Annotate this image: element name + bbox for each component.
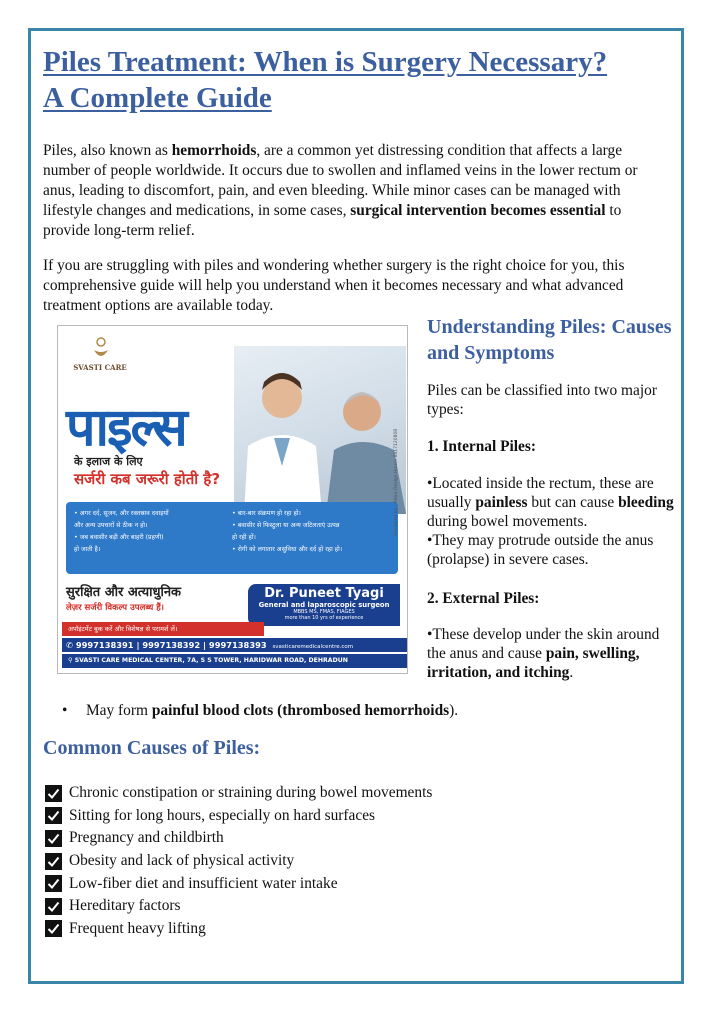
doctor-experience: more than 10 yrs of experience bbox=[284, 615, 364, 621]
clinic-promo-image bbox=[57, 325, 408, 674]
checkbox-checked-icon bbox=[45, 830, 62, 847]
causes-list bbox=[45, 782, 432, 940]
list-item: Obesity and lack of physical activity bbox=[45, 850, 432, 873]
criteria-right: • बार-बार संक्रमण हो रहा हो। • बवासीर से फिस्टुला या अन्य जटिलताएं उत्पन्न हो रही हों। • रोगी को लगातार असुविधा और दर्द हो रहा हो। bbox=[232, 510, 343, 553]
tagline-safe: सुरक्षित और अत्याधुनिक bbox=[66, 585, 182, 600]
doctor-name: Dr. Puneet Tyagi bbox=[264, 586, 384, 601]
criteria-box bbox=[66, 502, 398, 574]
bullet-dot-icon: • bbox=[427, 626, 433, 643]
page-title bbox=[43, 44, 673, 116]
list-item: Hereditary factors bbox=[45, 895, 432, 918]
internal-piles-heading: 1. Internal Piles: bbox=[427, 438, 537, 455]
lotus-logo-icon bbox=[92, 336, 110, 360]
checkbox-checked-icon bbox=[45, 920, 62, 937]
website: svasticaremedicalcentre.com bbox=[272, 644, 354, 650]
headline-hindi: पाइल्स bbox=[66, 398, 186, 458]
checkbox-checked-icon bbox=[45, 898, 62, 915]
intro-paragraph-1: Piles, also known as hemorrhoids, are a common yet distressing condition that affects a large number of people worldwide. It occurs due to swollen and inflamed veins in the lower rectum or anus, leading to discomfort, pain, and even bleeding. While minor cases can be managed with lifestyle changes and medications, in some cases, surgical intervention becomes essential to provide long-term relief. bbox=[43, 142, 638, 239]
checkbox-checked-icon bbox=[45, 875, 62, 892]
criteria-left: • अगर दर्द, सूजन, और रक्तस्राव दवाइयों और अन्य उपचारों से ठीक न हो। • जब बवासीर बड़ी और बाहरी (प्रहणी) हो जाती है। bbox=[74, 510, 169, 553]
checkbox-checked-icon bbox=[45, 785, 62, 802]
list-item: Pregnancy and childbirth bbox=[45, 827, 432, 850]
tagline-laser: लेज़र सर्जरी विकल्प उपलब्ध हैं। bbox=[66, 603, 164, 613]
doctor-card bbox=[248, 584, 400, 626]
doctor-patient-photo bbox=[234, 346, 406, 514]
title-line-1: Piles Treatment: When is Surgery Necessary? bbox=[43, 46, 608, 78]
doctor-patient-illustration bbox=[234, 346, 406, 514]
phone-numbers: ✆ 9997138391 | 9997138392 | 9997138393 svasticaremedicalcentre.com bbox=[62, 638, 407, 652]
subheadline-2: सर्जरी कब जरूरी होती है? bbox=[74, 470, 221, 488]
emphasis-hemorrhoids: hemorrhoids bbox=[171, 142, 257, 159]
list-item: Chronic constipation or straining during bowel movements bbox=[45, 782, 432, 805]
list-item: Frequent heavy lifting bbox=[45, 918, 432, 941]
checkbox-checked-icon bbox=[45, 807, 62, 824]
intro-paragraph-2: If you are struggling with piles and wondering whether surgery is the right choice for you, this comprehensive guide will help you understand when it becomes necessary and what advanced treatment options are available today. bbox=[43, 257, 625, 314]
internal-bullet-1: •Located inside the rectum, these are usually painless but can cause bleeding during bowel movements. bbox=[427, 475, 674, 530]
title-line-2: A Complete Guide bbox=[43, 82, 272, 114]
bullet-dot-icon: • bbox=[62, 702, 68, 719]
design-credit: Designed by : Akwa Design House 8817120808 bbox=[394, 428, 399, 536]
bullet-dot-icon: • bbox=[427, 532, 433, 549]
internal-bullet-2: •They may protrude outside the anus (prolapse) in severe cases. bbox=[427, 532, 654, 568]
external-bullet-1: •These develop under the skin around the anus and cause pain, swelling, irritation, and itching. bbox=[427, 626, 660, 681]
emphasis-surgical-intervention: surgical intervention becomes essential bbox=[350, 202, 606, 219]
doctor-role: General and laparoscopic surgeon bbox=[258, 601, 390, 609]
checkbox-checked-icon bbox=[45, 853, 62, 870]
understanding-heading: Understanding Piles: Causes and Symptoms bbox=[427, 316, 672, 364]
causes-heading: Common Causes of Piles: bbox=[43, 737, 261, 759]
list-item: Low-fiber diet and insufficient water intake bbox=[45, 872, 432, 895]
external-piles-heading: 2. External Piles: bbox=[427, 590, 540, 607]
list-item: Sitting for long hours, especially on hard surfaces bbox=[45, 805, 432, 828]
doctor-degrees: MBBS MS, FMAS, FIAGES bbox=[293, 609, 355, 615]
types-intro: Piles can be classified into two major types: bbox=[427, 382, 657, 418]
bullet-dot-icon: • bbox=[427, 475, 433, 492]
book-appointment-banner: अपॉइंटमेंट बुक करें और विशेषज्ञ से परामर्श लें। bbox=[62, 622, 264, 636]
clinic-address: ⚲ SVASTI CARE MEDICAL CENTER, 7A, S S TOWER, HARIDWAR ROAD, DEHRADUN bbox=[62, 654, 408, 668]
subheadline-1: के इलाज के लिए bbox=[74, 455, 143, 468]
clinic-brand: SVASTI CARE bbox=[73, 363, 127, 372]
external-bullet-2: • May form painful blood clots (thrombosed hemorrhoids). bbox=[62, 702, 459, 719]
